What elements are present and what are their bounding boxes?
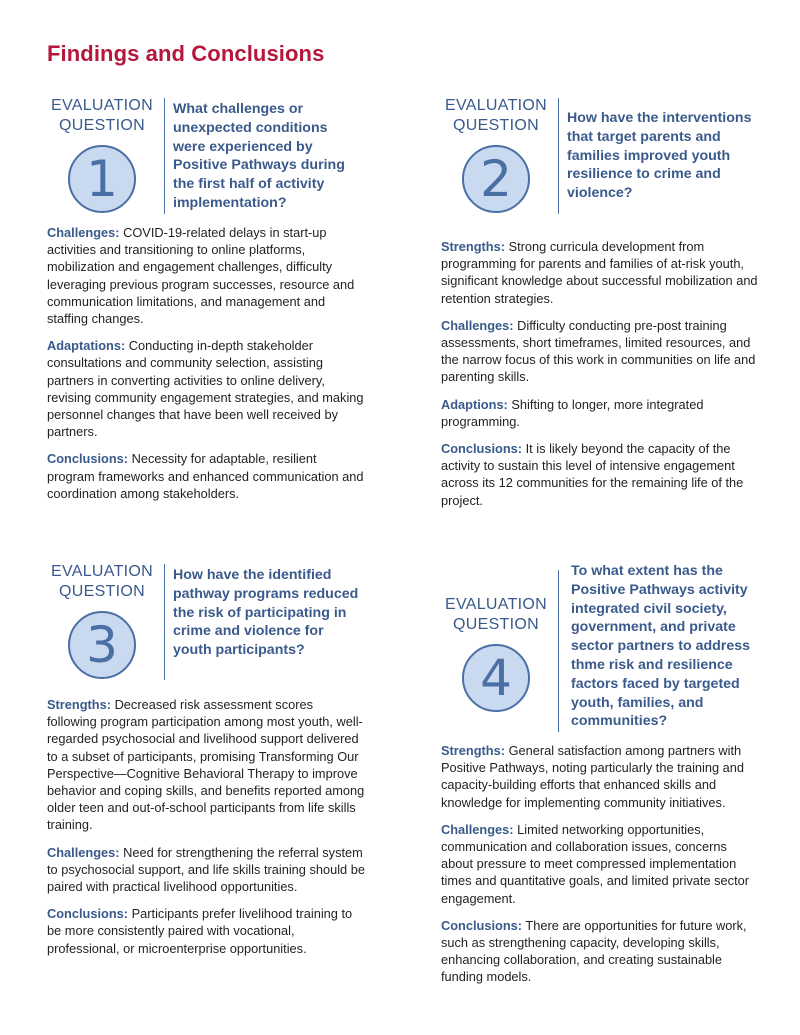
challenges-heading: Challenges: [441, 821, 514, 837]
adaptions-text: Shifting to longer, more integrated programming. [441, 396, 704, 429]
findings-body [441, 238, 759, 519]
divider [164, 564, 165, 680]
conclusions-heading: Conclusions: [441, 917, 523, 933]
strengths-heading: Strengths: [47, 697, 111, 712]
challenges-paragraph [441, 821, 759, 907]
question-badge [47, 562, 157, 679]
findings-body [441, 742, 759, 996]
findings-body [47, 696, 365, 967]
divider [558, 570, 559, 732]
conclusions-paragraph [441, 917, 759, 986]
strengths-paragraph [441, 238, 759, 307]
evaluation-question-1 [47, 96, 367, 501]
conclusions-text: It is likely beyond the capacity of the activity to sustain this level of intensive engagement across its 12 communities for the remaining life of the project. [441, 441, 744, 508]
divider [558, 98, 559, 214]
question-header [441, 562, 761, 734]
conclusions-paragraph [47, 450, 365, 502]
challenges-paragraph [441, 317, 759, 386]
challenges-text: Difficulty conducting pre-post training assessments, short timeframes, limited resources, and the narrow focus of this work in communities on life and parenting skills. [441, 317, 756, 385]
conclusions-heading: Conclusions: [47, 906, 129, 922]
evaluation-question-4 [441, 562, 761, 985]
adaptions-heading: Adaptions: [441, 396, 508, 412]
conclusions-text: Necessity for adaptable, resilient program frameworks and enhanced communication and coordination among stakeholders. [47, 451, 364, 501]
question-number-circle: 2 [462, 145, 530, 213]
question-text: How have the interventions that target parents and families improved youth resilience to crime and violence? [567, 110, 752, 202]
divider [164, 98, 165, 214]
question-badge [441, 96, 551, 213]
strengths-text: Decreased risk assessment scores following program participation among most youth, well-regarded psychosocial and livelihood support delivered to a subset of participants, promising Transforming Our Perspective—Cognitive Behavioral Therapy to improve behavior and coping skills, and benefits reported among older teen and out-of-school participants from life skills training. [47, 697, 365, 833]
challenges-heading: Challenges: [47, 225, 120, 240]
challenges-text: COVID-19-related delays in start-up activities and transitioning to online platforms, mobilization and engagement challenges, difficulty leveraging previous program successes, resource and communication limitations, and management and staffing changes. [47, 225, 355, 327]
conclusions-text: There are opportunities for future work, such as strengthening capacity, developing skills, enhancing collaboration, and creating sustainable funding models. [441, 917, 747, 985]
question-number-circle: 3 [68, 611, 136, 679]
challenges-heading: Challenges: [47, 844, 120, 860]
question-text: To what extent has the Positive Pathways activity integrated civil society, government, and private sector partners to address thme risk and resilience factors faced by targeted youth, families, and communities? [571, 563, 750, 730]
evaluation-question-label: EVALUATION QUESTION [51, 563, 153, 600]
strengths-text: Strong curricula development from programming for parents and families of at-risk youth, significant knowledge about successful mobilization and retention strategies. [441, 239, 758, 306]
challenges-text: Limited networking opportunities, communication and collaboration issues, concerns about pressure to meet compressed implementation times and quantitative goals, and limited private sector engagement. [441, 821, 750, 906]
strengths-text: General satisfaction among partners with Positive Pathways, noting particularly the training and capacity-building efforts that enhanced skills and knowledge for implementing community initiatives. [441, 743, 745, 810]
challenges-paragraph [47, 844, 365, 896]
evaluation-question-label: EVALUATION QUESTION [445, 97, 547, 134]
question-number-circle: 1 [68, 145, 136, 213]
strengths-heading: Strengths: [441, 239, 505, 254]
page-title: Findings and Conclusions [47, 41, 325, 66]
conclusions-text: Participants prefer livelihood training to be more consistently paired with vocational, professional, or microenterprise opportunities. [47, 906, 353, 956]
findings-body [47, 224, 365, 512]
question-header [47, 96, 367, 216]
evaluation-question-3 [47, 562, 367, 956]
conclusions-heading: Conclusions: [441, 441, 523, 457]
adaptations-text: Conducting in-depth stakeholder consultations and community selection, assisting partners in converting activities to online delivery, revising community engagement strategies, and making personnel changes that have been well received by partners. [47, 338, 364, 440]
question-text: How have the identified pathway programs reduced the risk of participating in crime and violence for youth participants? [173, 567, 359, 659]
strengths-heading: Strengths: [441, 743, 505, 758]
conclusions-paragraph [47, 905, 365, 957]
strengths-paragraph [47, 696, 365, 834]
challenges-heading: Challenges: [441, 317, 514, 333]
question-number-circle: 4 [462, 644, 530, 712]
challenges-paragraph [47, 224, 365, 327]
conclusions-heading: Conclusions: [47, 451, 129, 467]
question-badge [441, 595, 551, 712]
evaluation-question-label: EVALUATION QUESTION [51, 97, 153, 134]
strengths-paragraph [441, 742, 759, 811]
question-header [47, 562, 367, 682]
conclusions-paragraph [441, 440, 759, 509]
question-header [441, 96, 761, 216]
question-text: What challenges or unexpected conditions were experienced by Positive Pathways during the first half of activity implementation? [173, 101, 345, 211]
adaptions-paragraph [441, 396, 759, 430]
evaluation-question-2 [441, 96, 761, 508]
challenges-text: Need for strengthening the referral system to psychosocial support, and life skills training should be paired with practical livelihood opportunities. [47, 844, 365, 895]
evaluation-question-label: EVALUATION QUESTION [445, 596, 547, 633]
question-badge [47, 96, 157, 213]
adaptations-heading: Adaptations: [47, 338, 126, 354]
adaptations-paragraph [47, 337, 365, 440]
